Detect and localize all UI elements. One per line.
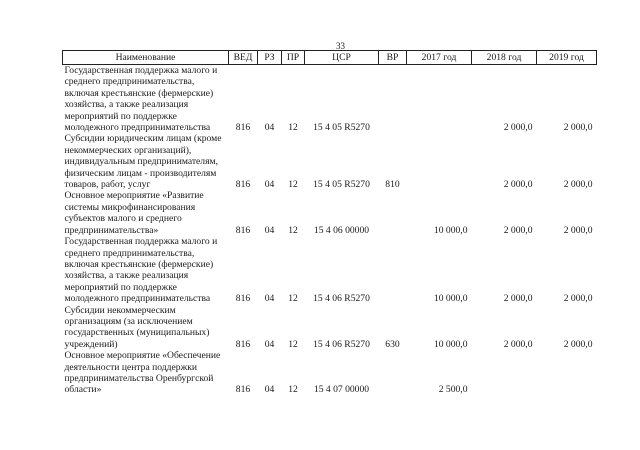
table-row: [63, 133, 597, 190]
row-name: Субсидии некоммерческим организациям (за исключением государственных (муниципальных) учреждений): [64, 304, 210, 350]
row-2017: 10 000,0: [433, 293, 468, 305]
row-ved: 816: [235, 179, 251, 191]
row-rz: 04: [264, 384, 275, 396]
row-csr: 15 4 05 R5270: [313, 179, 370, 191]
row-vr: 630: [385, 338, 400, 350]
table-row: [63, 190, 597, 236]
row-ved: 816: [235, 338, 251, 350]
row-rz: 04: [264, 338, 275, 350]
table-row: [63, 236, 597, 304]
row-2018: 2 000,0: [503, 179, 533, 191]
col-header-2018: 2018 год: [472, 51, 537, 65]
col-header-2017: 2017 год: [407, 51, 472, 65]
row-name: Государственная поддержка малого и среднего предпринимательства, включая крестьянские (фермерские) хозяйства, а также реализация мероприятий по поддержке молодежного предпринимательства: [64, 65, 218, 134]
row-pr: 12: [288, 293, 298, 305]
table-header-row: [63, 51, 597, 65]
row-vr: [379, 236, 407, 304]
page-number: 33: [336, 41, 345, 51]
row-2017: 2 500,0: [438, 384, 468, 396]
row-2017: [407, 133, 472, 190]
row-ved: 816: [235, 122, 251, 134]
row-csr: 15 4 05 R5270: [313, 122, 370, 134]
col-header-name: Наименование: [63, 51, 229, 65]
row-2018: 2 000,0: [503, 293, 533, 305]
table-row: [63, 350, 597, 396]
col-header-csr: ЦСР: [305, 51, 379, 65]
row-2018: 2 000,0: [503, 338, 533, 350]
row-rz: 04: [264, 122, 275, 134]
row-pr: 12: [288, 122, 298, 134]
row-vr: [379, 350, 407, 396]
row-pr: 12: [288, 384, 298, 396]
col-header-pr: ПР: [282, 51, 305, 65]
row-2019: 2 000,0: [563, 338, 593, 350]
row-2019: 2 000,0: [563, 293, 593, 305]
col-header-2019: 2019 год: [537, 51, 597, 65]
row-ved: 816: [235, 293, 251, 305]
col-header-vr: ВР: [379, 51, 407, 65]
row-pr: 12: [288, 338, 298, 350]
row-rz: 04: [264, 293, 275, 305]
row-name: Субсидии юридическим лицам (кроме некоммерческих организаций), индивидуальным предпринимателям, физическим лицам - производителям товаров, работ, услуг: [64, 133, 222, 191]
row-csr: 15 4 07 00000: [313, 384, 370, 396]
row-name: Государственная поддержка малого и среднего предпринимательства, включая крестьянские (фермерские) хозяйства, а также реализация мероприятий по поддержке молодежного предпринимательства: [64, 236, 218, 305]
row-name: Основное мероприятие «Развитие системы микрофинансирования субъектов малого и среднего предпринимательства»: [64, 190, 204, 236]
row-csr: 15 4 06 R5270: [313, 293, 370, 305]
row-2019: 2 000,0: [563, 224, 593, 236]
row-vr: [379, 190, 407, 236]
row-ved: 816: [235, 224, 251, 236]
row-csr: 15 4 06 R5270: [313, 338, 370, 350]
col-header-rz: РЗ: [258, 51, 282, 65]
row-2019: 2 000,0: [563, 179, 593, 191]
budget-table: [62, 50, 597, 396]
row-pr: 12: [288, 179, 298, 191]
row-pr: 12: [288, 224, 298, 236]
row-csr: 15 4 06 00000: [313, 224, 370, 236]
row-2017: [407, 65, 472, 134]
row-rz: 04: [264, 224, 275, 236]
row-ved: 816: [235, 384, 251, 396]
row-2019: 2 000,0: [563, 122, 593, 134]
row-2018: 2 000,0: [503, 224, 533, 236]
row-2018: [472, 350, 537, 396]
row-2019: [537, 350, 597, 396]
row-2017: 10 000,0: [433, 224, 468, 236]
row-name: Основное мероприятие «Обеспечение деятельности центра поддержки предпринимательства Оренбургской области»: [64, 350, 221, 396]
table-row: [63, 305, 597, 351]
table-row: [63, 65, 597, 134]
col-header-ved: ВЕД: [229, 51, 258, 65]
row-vr: 810: [385, 179, 400, 191]
row-vr: [379, 65, 407, 134]
row-2017: 10 000,0: [433, 338, 468, 350]
row-2018: 2 000,0: [503, 122, 533, 134]
row-rz: 04: [264, 179, 275, 191]
